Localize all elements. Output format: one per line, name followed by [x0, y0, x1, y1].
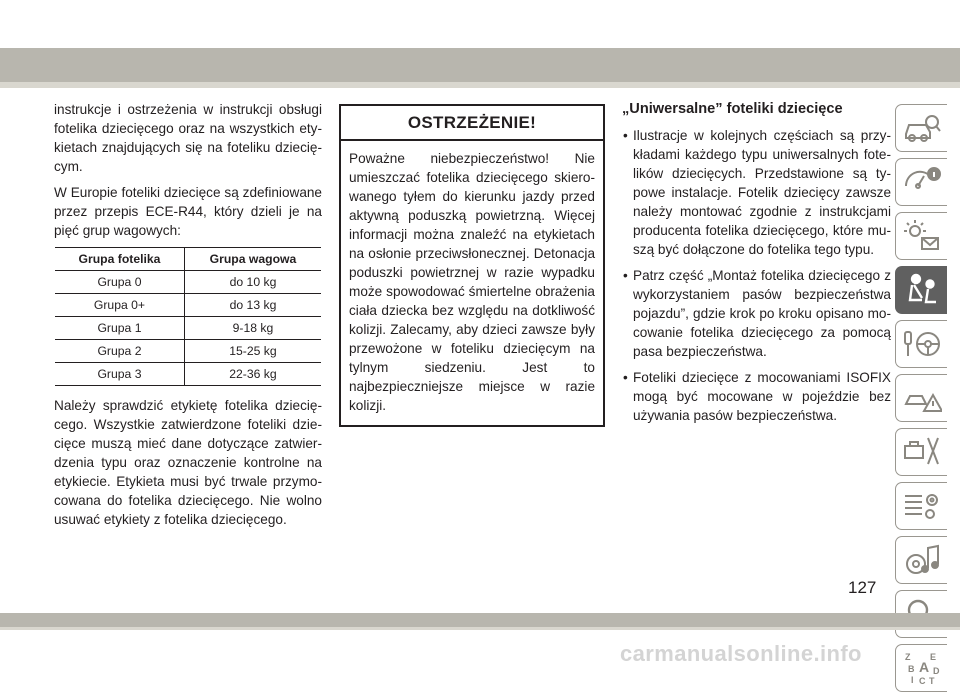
index-letter: E: [929, 652, 936, 662]
page-number: 127: [848, 578, 877, 597]
header-band: [0, 48, 960, 82]
table-cell-group: Grupa 0+: [55, 294, 184, 317]
multimedia-icon: [902, 542, 942, 578]
index-letter: B: [907, 664, 914, 674]
table-row: [55, 363, 321, 386]
index-letter: I: [910, 675, 914, 685]
table-header-seat-group: Grupa fotelika: [55, 248, 184, 271]
specifications-gear-icon: [902, 488, 942, 524]
tab-dashboard-info[interactable]: [895, 158, 947, 206]
maintenance-tools-icon: [902, 434, 942, 470]
header-band-line: [0, 82, 960, 88]
table-cell-weight: 9-18 kg: [184, 317, 321, 340]
tab-key-steering[interactable]: [895, 320, 947, 368]
table-cell-weight: do 10 kg: [184, 271, 321, 294]
table-row: [55, 317, 321, 340]
table-header-row: [55, 248, 321, 271]
right-column: [623, 100, 891, 432]
alphabet-index-icon: [902, 650, 942, 686]
table-cell-group: Grupa 1: [55, 317, 184, 340]
footer-band: [0, 613, 960, 627]
tab-alphabet-index[interactable]: [895, 644, 947, 692]
tab-multimedia[interactable]: [895, 536, 947, 584]
warning-box: [339, 104, 605, 427]
table-cell-group: Grupa 3: [55, 363, 184, 386]
table-cell-weight: 22-36 kg: [184, 363, 321, 386]
tab-maintenance[interactable]: [895, 428, 947, 476]
car-search-icon: [902, 110, 942, 146]
index-letter: C: [918, 676, 925, 686]
section-title: „Uniwersalne” foteliki dziecięce: [622, 101, 843, 117]
table-cell-group: Grupa 2: [55, 340, 184, 363]
chapter-tabs: [895, 104, 949, 698]
bullet-list: [623, 126, 891, 425]
key-steering-wheel-icon: [902, 326, 942, 362]
table-row: [55, 294, 321, 317]
tab-car-search[interactable]: [895, 104, 947, 152]
table-row: [55, 271, 321, 294]
table-cell-group: Grupa 0: [55, 271, 184, 294]
table-cell-weight: do 13 kg: [184, 294, 321, 317]
index-letter: D: [932, 666, 939, 676]
table-row: [55, 340, 321, 363]
left-paragraph-1: instrukcje i ostrzeżenia w instrukcji obsługi fotelika dziecięcego oraz na wszystkich etykietach znajdujących się na foteliku dziecięcym.: [54, 102, 322, 174]
left-paragraph-3: Należy sprawdzić etykietę fotelika dziecięcego. Wszystkie zatwierdzone foteliki dziecięce muszą mieć dane dotyczące zatwierdzenia typu oraz oznaczenie kontrolne na etykiecie. Etykieta musi być trwale przymocowana do fotelika dziecięcego. Nie wolno usuwać etykiety z fotelika dziecięcego.: [54, 398, 322, 527]
table-header-weight-group: Grupa wagowa: [184, 248, 321, 271]
hazard-triangle-icon: [902, 380, 942, 416]
watermark: carmanualsonline.info: [620, 641, 862, 666]
warning-body: Poważne niebezpieczeństwo! Nie umieszczać fotelika dziecięcego skierowanego tyłem do kierunku jazdy przed aktywną poduszką powietrzną. Więcej informacji można znaleźć na etykietach na osłonie przeciwsłonecznej. Detonacja poduszki powietrznej w razie wypadku może spowodować śmiertelne obrażenia ciała dziecka bez względu na dotkliwość kolizji. Zalecamy, aby dzieci zawsze były przewożone w foteliku dziecięcym na tylnym siedzeniu. Jest to najbezpieczniejsze miejsce w razie kolizji.: [349, 151, 595, 413]
warning-lights-icon: [902, 218, 942, 254]
tab-seat-safety[interactable]: [895, 266, 947, 314]
left-paragraph-2: W Europie foteliki dziecięce są zdefiniowane przez przepis ECE-R44, który dzieli je na pięć grup wagowych:: [54, 185, 322, 238]
tab-specifications[interactable]: [895, 482, 947, 530]
seat-safety-icon: [902, 272, 942, 308]
tab-hazard[interactable]: [895, 374, 947, 422]
list-item: • Ilustracje w kolejnych częściach są przykładami każdego typu uniwersalnych fotelików dziecięcych. Przedstawione są typowe instalacje. Fotelik dziecięcy zawsze należy montować zgodnie z instrukcjami producenta fotelika dziecięcego, które muszą być dołączone do fotelika tego typu.: [623, 126, 891, 259]
list-item: • Foteliki dziecięce z mocowaniami ISOFIX mogą być mocowane w pojeździe bez używania pasów bezpieczeństwa.: [623, 368, 891, 425]
tab-warning-lights[interactable]: [895, 212, 947, 260]
warning-title: OSTRZEŻENIE!: [341, 106, 603, 141]
footer-band-line: [0, 627, 960, 630]
index-letter: Z: [904, 652, 910, 662]
left-column: [54, 100, 322, 536]
index-letter: T: [928, 676, 934, 686]
table-cell-weight: 15-25 kg: [184, 340, 321, 363]
list-item: • Patrz część „Montaż fotelika dziecięcego z wykorzystaniem pasów bezpieczeństwa pojazdu”, gdzie krok po kroku opisano mocowanie fotelika dziecięcego za pomocą pasa bezpieczeństwa.: [623, 266, 891, 361]
index-letter: A: [918, 659, 929, 675]
dashboard-info-icon: [902, 164, 942, 200]
top-margin: [0, 0, 960, 48]
weight-groups-table: [55, 247, 321, 386]
